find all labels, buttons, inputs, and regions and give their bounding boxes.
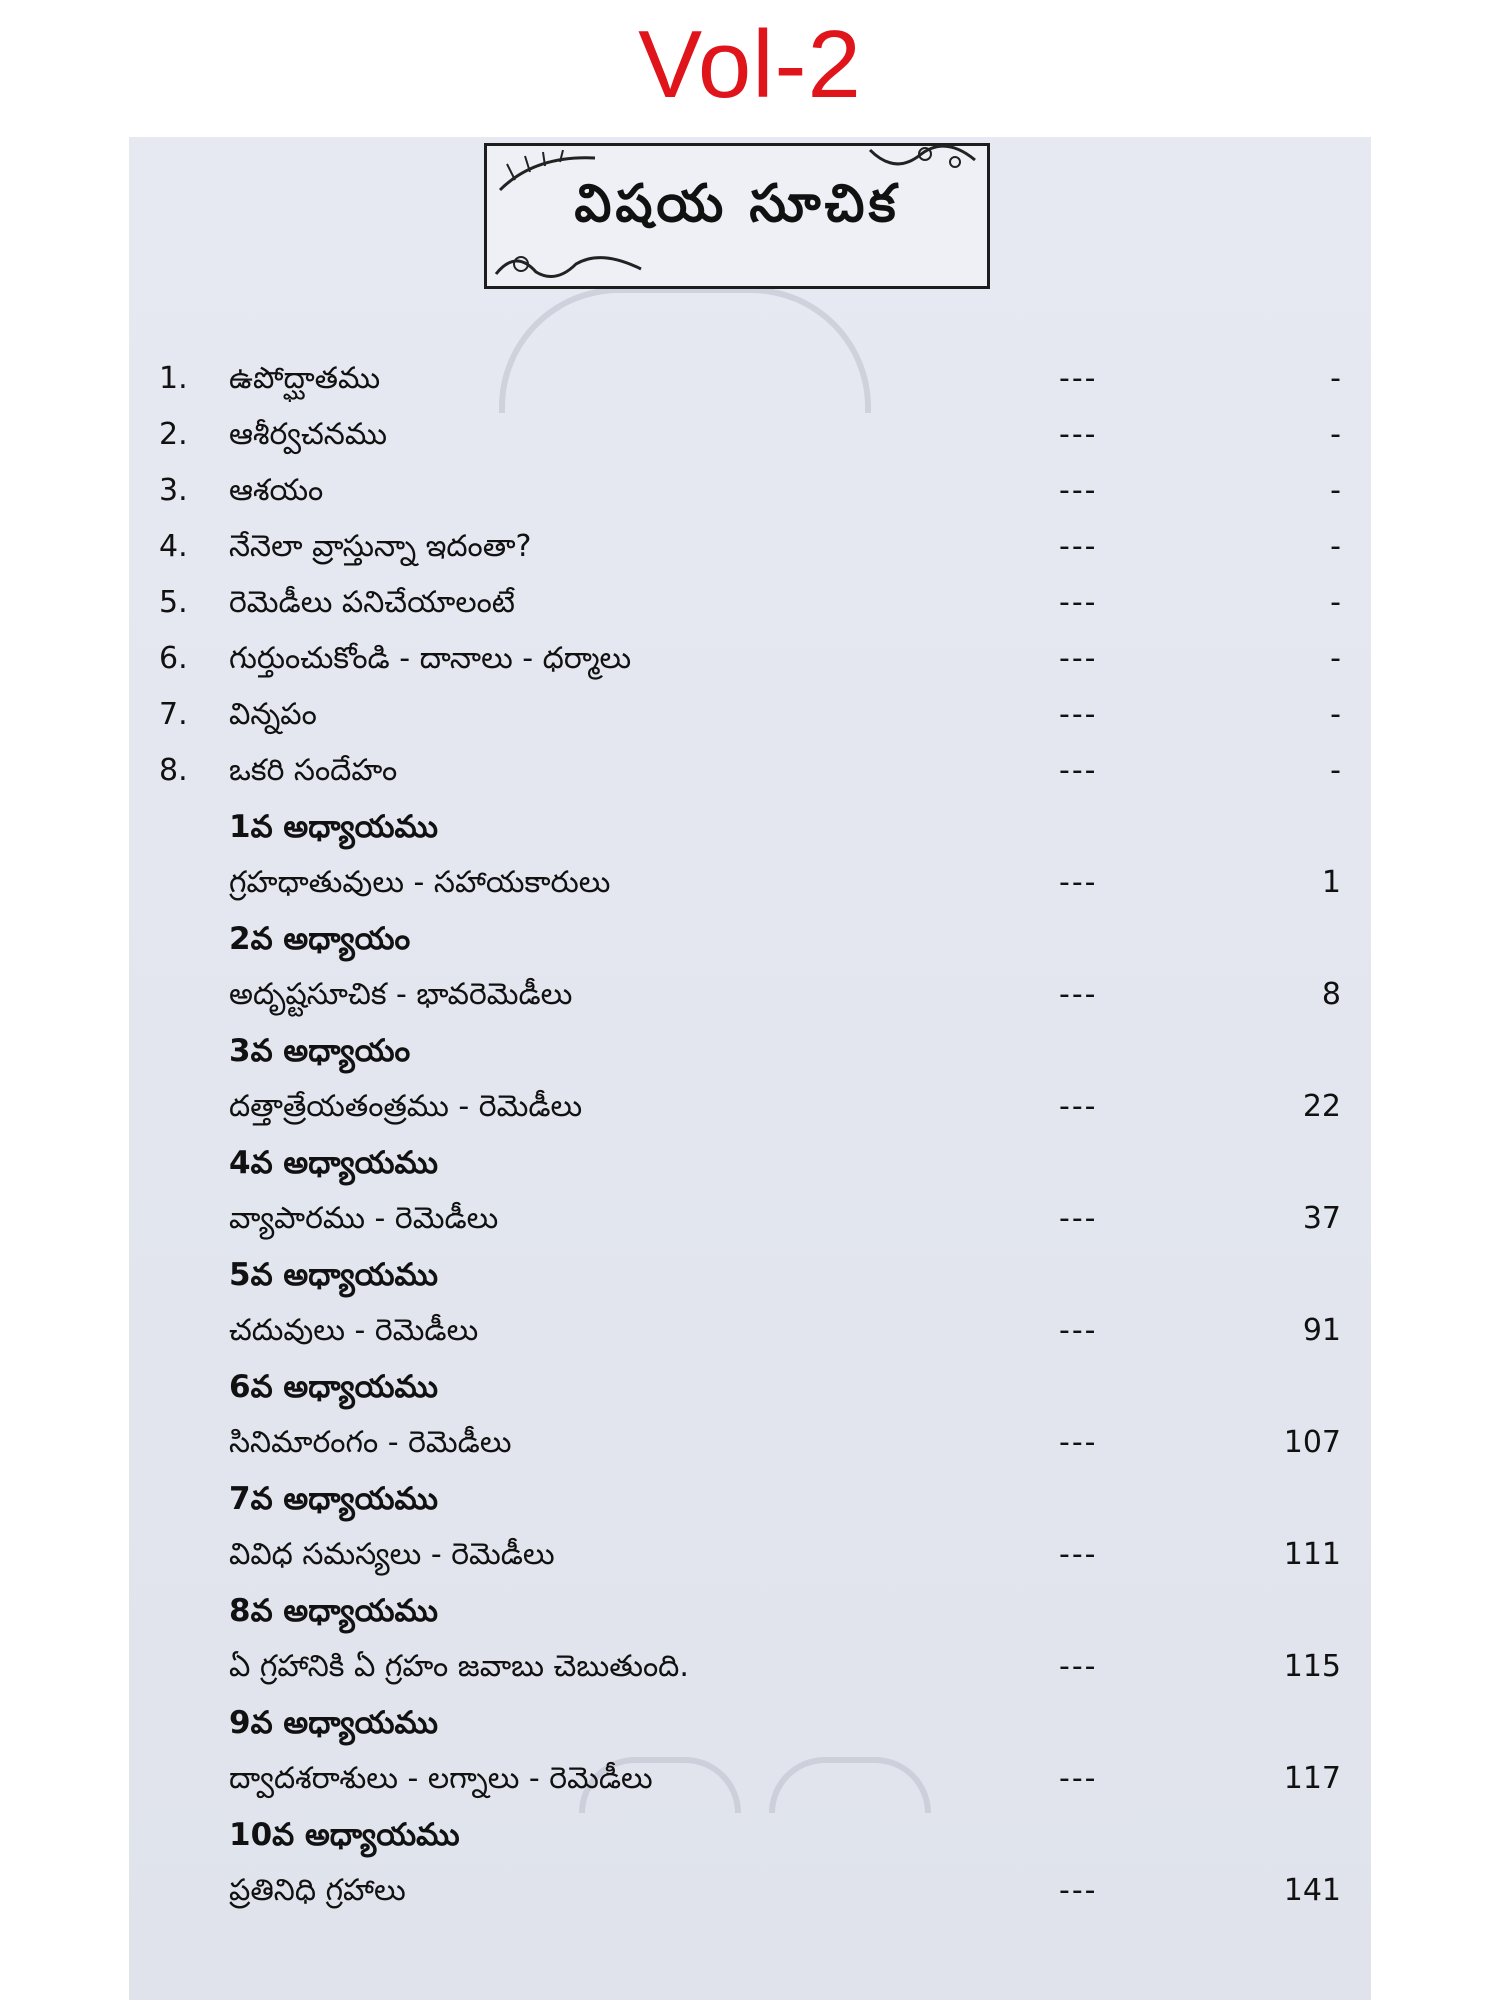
toc-row-page: - (1330, 361, 1341, 396)
toc-row-number: 2. (159, 417, 188, 452)
toc-row-leader: --- (1059, 1649, 1098, 1684)
chapter-heading-label: 5వ అధ్యాయము (229, 1257, 439, 1293)
chapter-heading (129, 799, 1371, 855)
toc-row (129, 519, 1371, 575)
toc-row-page: 141 (1283, 1873, 1341, 1908)
toc-row-page: 37 (1302, 1201, 1341, 1236)
toc-row-number: 7. (159, 697, 188, 732)
toc-row-number: 5. (159, 585, 188, 620)
toc-row-page: 22 (1302, 1089, 1341, 1124)
chapter-heading-label: 3వ అధ్యాయం (229, 1033, 411, 1069)
toc-row-label: సినిమారంగం - రెమెడీలు (229, 1425, 512, 1460)
toc-row-label: నేనెలా వ్రాస్తున్నా ఇదంతా? (229, 529, 532, 564)
toc-row-leader: --- (1059, 753, 1098, 788)
toc-row (129, 687, 1371, 743)
toc-row (129, 1639, 1371, 1695)
toc-row-leader: --- (1059, 1873, 1098, 1908)
toc-row (129, 463, 1371, 519)
toc-row-leader: --- (1059, 473, 1098, 508)
swirl-ornament-icon (491, 244, 651, 284)
toc-row-number: 6. (159, 641, 188, 676)
toc-row-page: - (1330, 417, 1341, 452)
toc-row-page: 115 (1283, 1649, 1341, 1684)
chapter-heading (129, 1583, 1371, 1639)
toc-row-label: వివిధ సమస్యలు - రెమెడీలు (229, 1537, 555, 1572)
toc-row-label: వ్యాపారము - రెమెడీలు (229, 1201, 499, 1236)
toc-row (129, 575, 1371, 631)
toc-row-leader: --- (1059, 1537, 1098, 1572)
toc-row (129, 1191, 1371, 1247)
chapter-heading-label: 2వ అధ్యాయం (229, 921, 411, 957)
chapter-heading-label: 1వ అధ్యాయము (229, 809, 439, 845)
toc-row-leader: --- (1059, 417, 1098, 452)
chapter-heading (129, 911, 1371, 967)
toc-row-number: 8. (159, 753, 188, 788)
toc-row-label: ప్రతినిధి గ్రహాలు (229, 1873, 406, 1908)
toc-title: విషయ సూచిక (574, 174, 900, 234)
chapter-heading (129, 1247, 1371, 1303)
toc-row-leader: --- (1059, 529, 1098, 564)
toc-row-label: ఏ గ్రహానికి ఏ గ్రహం జవాబు చెబుతుంది. (229, 1649, 689, 1684)
toc-row (129, 1079, 1371, 1135)
toc-row-number: 4. (159, 529, 188, 564)
toc-page (129, 137, 1371, 2000)
toc-row (129, 855, 1371, 911)
toc-row-page: - (1330, 585, 1341, 620)
toc-row-leader: --- (1059, 1761, 1098, 1796)
toc-row-page: 8 (1321, 977, 1341, 1012)
chapter-heading-label: 8వ అధ్యాయము (229, 1593, 439, 1629)
toc-row-leader: --- (1059, 641, 1098, 676)
toc-row-leader: --- (1059, 361, 1098, 396)
toc-row-page: - (1330, 529, 1341, 564)
chapter-heading-label: 9వ అధ్యాయము (229, 1705, 439, 1741)
toc-row-label: గుర్తుంచుకోండి - దానాలు - ధర్మాలు (229, 641, 632, 676)
chapter-heading (129, 1023, 1371, 1079)
toc-row-label: ఉపోద్ఘాతము (229, 361, 381, 396)
toc-row (129, 1751, 1371, 1807)
toc-row-leader: --- (1059, 585, 1098, 620)
chapter-heading (129, 1471, 1371, 1527)
toc-row-leader: --- (1059, 1201, 1098, 1236)
volume-title: Vol-2 (638, 11, 862, 118)
toc-row-label: ద్వాదశరాశులు - లగ్నాలు - రెమెడీలు (229, 1761, 653, 1796)
toc-title-box (484, 143, 990, 289)
chapter-heading (129, 1359, 1371, 1415)
chapter-heading (129, 1695, 1371, 1751)
chapter-heading-label: 6వ అధ్యాయము (229, 1369, 439, 1405)
toc-row-page: 117 (1283, 1761, 1341, 1796)
toc-row (129, 1303, 1371, 1359)
toc-row-page: - (1330, 473, 1341, 508)
toc-row (129, 351, 1371, 407)
chapter-heading (129, 1135, 1371, 1191)
toc-row-page: - (1330, 641, 1341, 676)
toc-row-label: విన్నపం (229, 697, 317, 732)
toc-row-leader: --- (1059, 977, 1098, 1012)
toc-row-label: ఒకరి సందేహం (229, 753, 398, 788)
toc-row (129, 1415, 1371, 1471)
toc-row-page: - (1330, 753, 1341, 788)
toc-row-label: దత్తాత్రేయతంత్రము - రెమెడీలు (229, 1089, 583, 1124)
chapter-heading-label: 10వ అధ్యాయము (229, 1817, 460, 1853)
toc-row (129, 1527, 1371, 1583)
toc-row-page: 107 (1283, 1425, 1341, 1460)
toc-row (129, 967, 1371, 1023)
toc-row-label: అదృష్టసూచిక - భావరెమెడీలు (229, 977, 573, 1012)
toc-row-label: ఆశయం (229, 473, 324, 508)
toc-row-number: 1. (159, 361, 188, 396)
toc-row (129, 743, 1371, 799)
toc-row-label: రెమెడీలు పనిచేయాలంటే (229, 585, 515, 620)
toc-row-label: ఆశీర్వచనము (229, 417, 387, 452)
toc-row (129, 407, 1371, 463)
toc-row-label: గ్రహధాతువులు - సహాయకారులు (229, 865, 611, 900)
toc-row (129, 1863, 1371, 1919)
toc-row-page: - (1330, 697, 1341, 732)
chapter-heading-label: 7వ అధ్యాయము (229, 1481, 439, 1517)
toc-row-leader: --- (1059, 865, 1098, 900)
chapter-heading-label: 4వ అధ్యాయము (229, 1145, 439, 1181)
toc-row-number: 3. (159, 473, 188, 508)
toc-row-label: చదువులు - రెమెడీలు (229, 1313, 479, 1348)
toc-row-page: 91 (1302, 1313, 1341, 1348)
toc-row (129, 631, 1371, 687)
chapter-heading (129, 1807, 1371, 1863)
toc-row-leader: --- (1059, 1425, 1098, 1460)
toc-row-leader: --- (1059, 697, 1098, 732)
toc-row-leader: --- (1059, 1089, 1098, 1124)
toc-row-leader: --- (1059, 1313, 1098, 1348)
toc-row-page: 1 (1321, 865, 1341, 900)
toc-row-page: 111 (1283, 1537, 1341, 1572)
